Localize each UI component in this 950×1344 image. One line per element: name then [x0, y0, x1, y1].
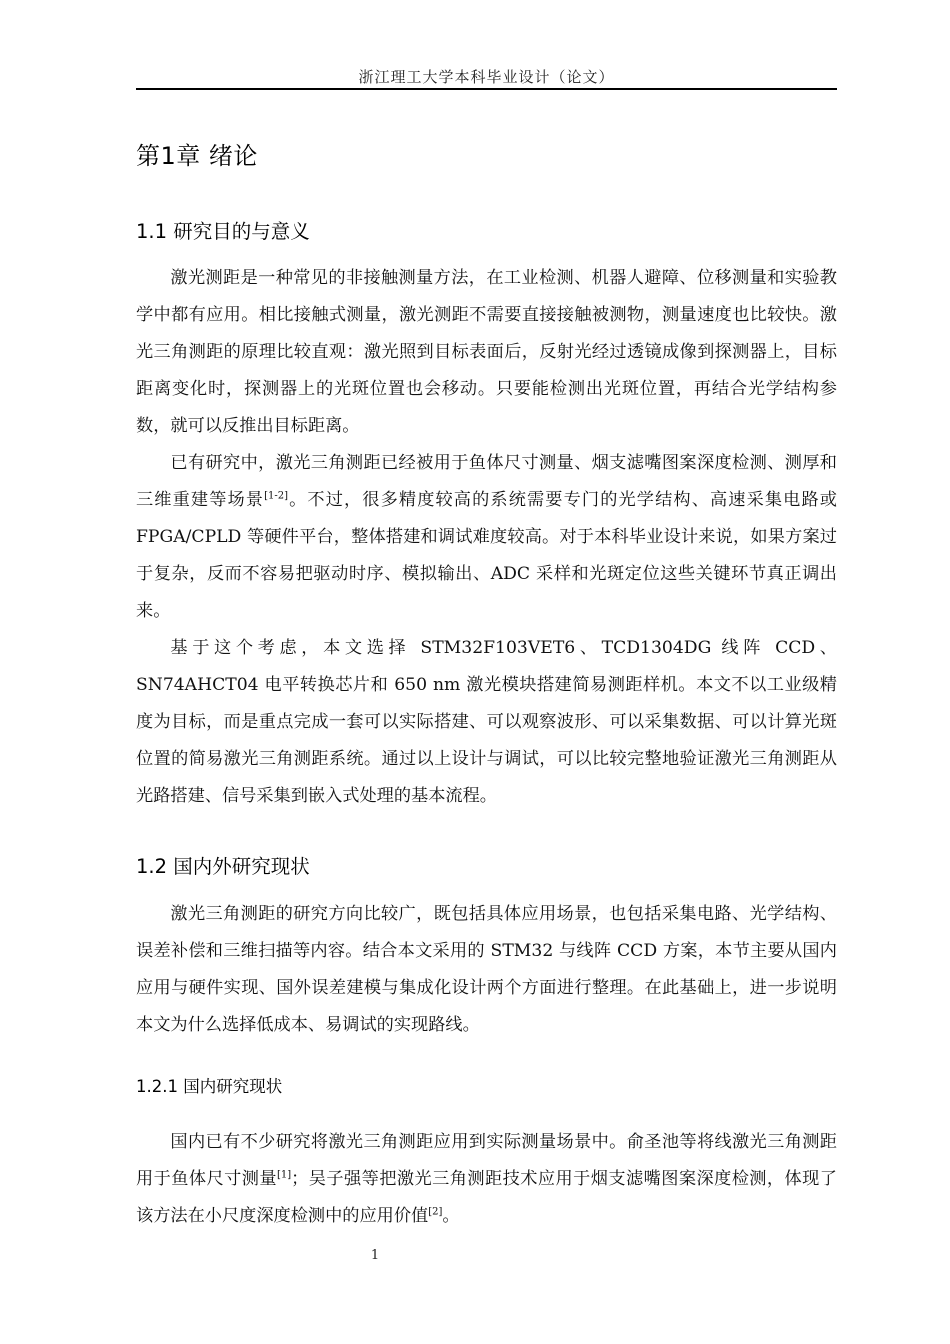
paragraph-text: 。	[442, 1206, 460, 1226]
section-heading-1-1: 1.1 研究目的与意义	[136, 220, 310, 243]
paragraph-1-2: 激光三角测距的研究方向比较广，既包括具体应用场景，也包括采集电路、光学结构、误差补偿和三维扫描等内容。结合本文采用的 STM32 与线阵 CCD 方案，本节主要从国内应用与硬件实现、国外误差建模与集成化设计两个方面进行整理。在此基础上，进一步说明本文为什么选择低成本、易调试的实现路线。	[136, 904, 837, 1035]
paragraph-1-1-b	[136, 445, 837, 630]
paragraph-text: 已有研究中，激光三角测距已经被用于鱼体尺寸测量、烟支滤嘴图案深度检测、测厚和三维重建等场景	[136, 453, 837, 510]
paragraph-text: 国内已有不少研究将激光三角测距应用到实际测量场景中。俞圣池等将线激光三角测距用于鱼体尺寸测量	[136, 1132, 837, 1189]
subsection-heading-1-2-1: 1.2.1 国内研究现状	[136, 1077, 283, 1096]
page-number: 1	[370, 1248, 380, 1263]
citation: [1]	[276, 1169, 292, 1181]
citation: [1-2]	[264, 490, 288, 502]
running-header: 浙江理工大学本科毕业设计（论文）	[358, 68, 615, 86]
paragraph-1-2-1	[136, 1124, 837, 1235]
citation: [2]	[428, 1206, 443, 1218]
header-rule	[136, 88, 837, 90]
paragraph-text: ；吴子强等把激光三角测距技术应用于烟支滤嘴图案深度检测，体现了该方法在小尺度深度检测中的应用价值	[136, 1169, 837, 1226]
section-heading-1-2: 1.2 国内外研究现状	[136, 855, 310, 878]
paragraph-1-1-c: 基于这个考虑，本文选择 STM32F103VET6、TCD1304DG 线阵 CCD、SN74AHCT04 电平转换芯片和 650 nm 激光模块搭建简易测距样机。本文不以工业级精度为目标，而是重点完成一套可以实际搭建、可以观察波形、可以采集数据、可以计算光斑位置的简易激光三角测距系统。通过以上设计与调试，可以比较完整地验证激光三角测距从光路搭建、信号采集到嵌入式处理的基本流程。	[136, 638, 837, 806]
paragraph-text: 。不过，很多精度较高的系统需要专门的光学结构、高速采集电路或 FPGA/CPLD 等硬件平台，整体搭建和调试难度较高。对于本科毕业设计来说，如果方案过于复杂，反而不容易把驱动时序、模拟输出、ADC 采样和光斑定位这些关键环节真正调出来。	[136, 490, 837, 621]
chapter-title: 第1章 绪论	[136, 142, 258, 170]
paragraph-1-1-a: 激光测距是一种常见的非接触测量方法，在工业检测、机器人避障、位移测量和实验教学中都有应用。相比接触式测量，激光测距不需要直接接触被测物，测量速度也比较快。激光三角测距的原理比较直观：激光照到目标表面后，反射光经过透镜成像到探测器上，目标距离变化时，探测器上的光斑位置也会移动。只要能检测出光斑位置，再结合光学结构参数，就可以反推出目标距离。	[136, 268, 837, 436]
